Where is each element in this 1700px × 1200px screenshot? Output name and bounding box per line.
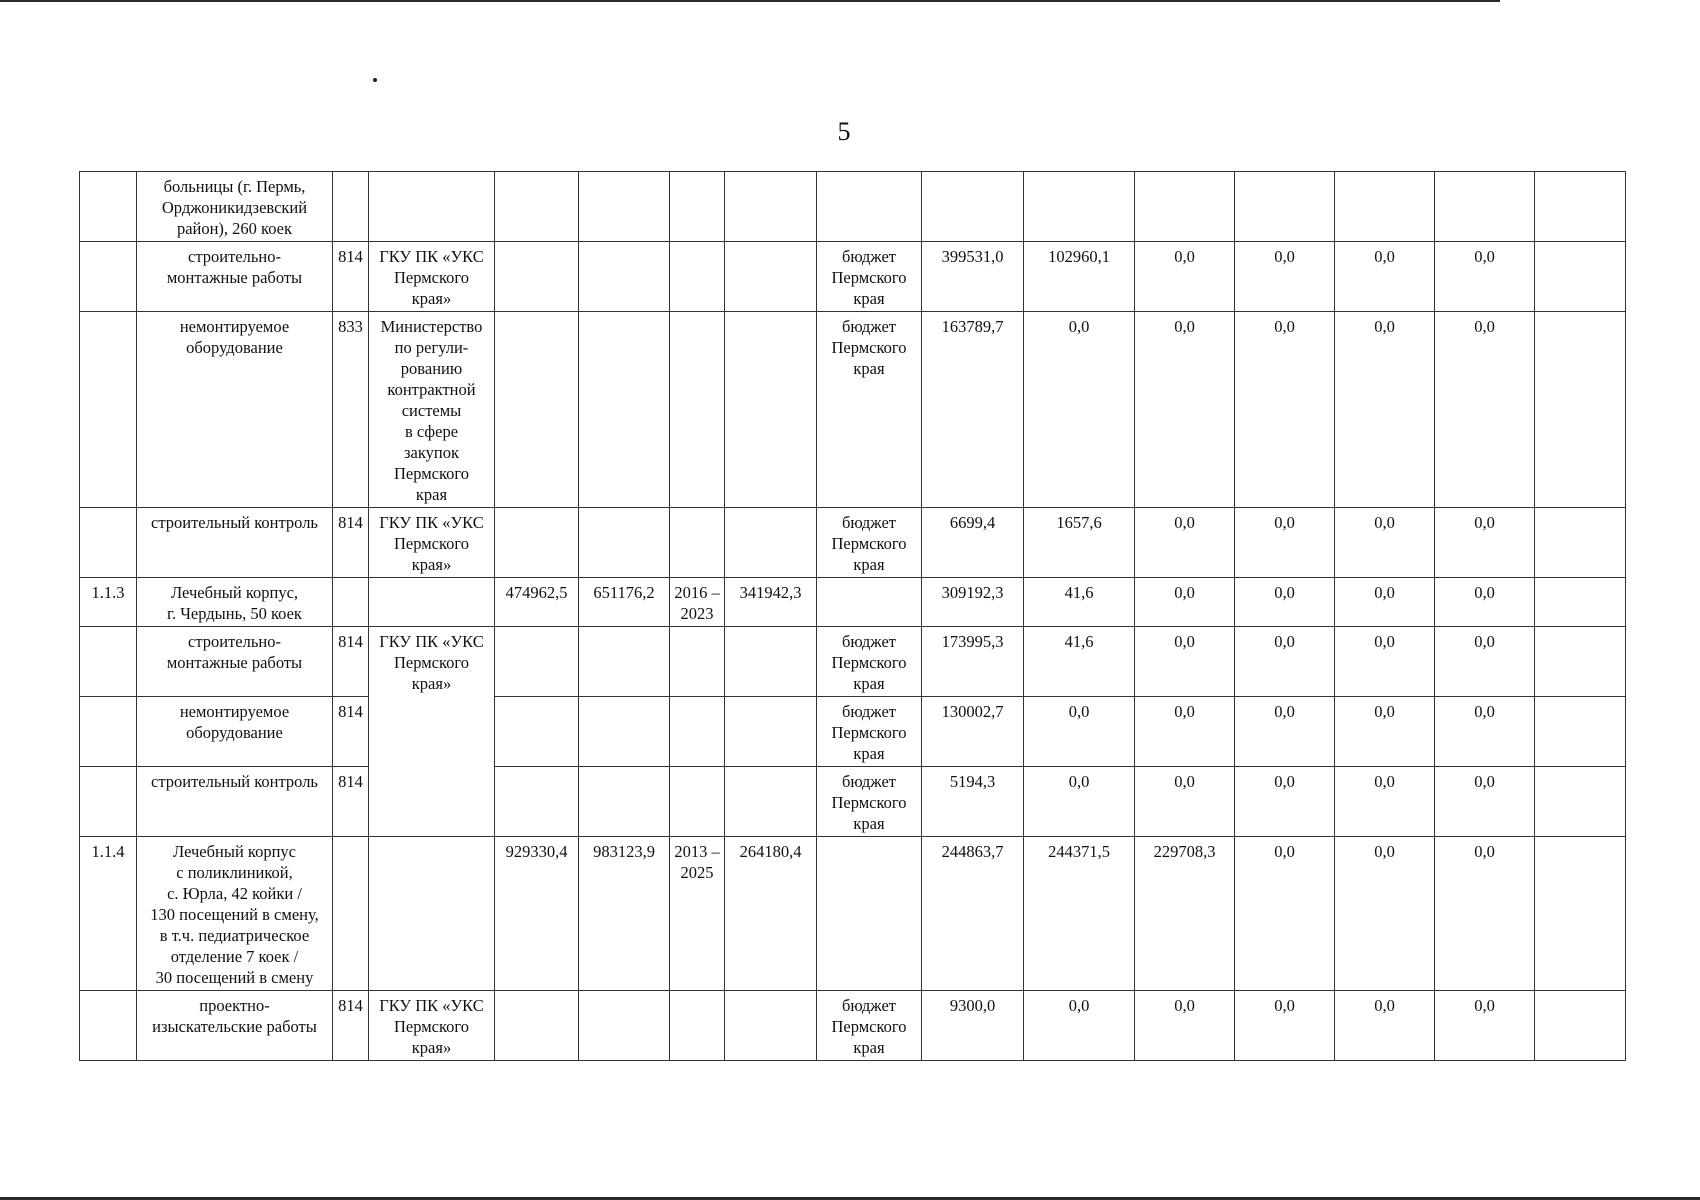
cell-year-4: 0,0 xyxy=(1235,242,1335,312)
cell-cost-3 xyxy=(725,991,817,1061)
cell-period xyxy=(670,508,725,578)
cell-year-4 xyxy=(1235,172,1335,242)
cell-period xyxy=(670,172,725,242)
cell-year-2: 41,6 xyxy=(1024,627,1135,697)
cell-no xyxy=(80,991,137,1061)
cell-no: 1.1.3 xyxy=(80,578,137,627)
cell-code: 814 xyxy=(333,697,369,767)
cell-year-2: 244371,5 xyxy=(1024,837,1135,991)
cell-year-5: 0,0 xyxy=(1335,767,1435,837)
cell-org: ГКУ ПК «УКС Пермского края» xyxy=(369,627,495,837)
cell-name: немонтируемое оборудование xyxy=(137,697,333,767)
cell-year-5: 0,0 xyxy=(1335,578,1435,627)
cell-year-6: 0,0 xyxy=(1435,627,1535,697)
cell-cost-2 xyxy=(579,242,670,312)
cell-year-1: 9300,0 xyxy=(922,991,1024,1061)
cell-year-5 xyxy=(1335,172,1435,242)
cell-year-2: 1657,6 xyxy=(1024,508,1135,578)
scan-edge-top xyxy=(0,0,1500,2)
cell-year-1: 399531,0 xyxy=(922,242,1024,312)
cell-year-6: 0,0 xyxy=(1435,508,1535,578)
cell-extra xyxy=(1535,991,1626,1061)
cell-code xyxy=(333,578,369,627)
cell-org: Министерство по регули- рованию контрактной системы в сфере закупок Пермского края xyxy=(369,312,495,508)
cell-year-4: 0,0 xyxy=(1235,767,1335,837)
cell-period xyxy=(670,991,725,1061)
cell-cost-2 xyxy=(579,627,670,697)
cell-no xyxy=(80,508,137,578)
cell-extra xyxy=(1535,172,1626,242)
cell-code: 814 xyxy=(333,508,369,578)
table-row xyxy=(80,578,1626,627)
cell-name: Лечебный корпус с поликлиникой, с. Юрла, 42 койки / 130 посещений в смену, в т.ч. педиатрическое отделение 7 коек / 30 посещений в смену xyxy=(137,837,333,991)
cell-cost-1 xyxy=(495,767,579,837)
cell-name: больницы (г. Пермь, Орджоникидзевский район), 260 коек xyxy=(137,172,333,242)
cell-year-5: 0,0 xyxy=(1335,627,1435,697)
cell-year-3 xyxy=(1135,172,1235,242)
cell-cost-1 xyxy=(495,172,579,242)
cell-source: бюджет Пермского края xyxy=(817,697,922,767)
cell-cost-3 xyxy=(725,697,817,767)
cell-year-2: 0,0 xyxy=(1024,312,1135,508)
cell-year-5: 0,0 xyxy=(1335,508,1435,578)
cell-year-1: 6699,4 xyxy=(922,508,1024,578)
cell-cost-3 xyxy=(725,172,817,242)
cell-source xyxy=(817,837,922,991)
cell-org xyxy=(369,578,495,627)
cell-name: Лечебный корпус, г. Чердынь, 50 коек xyxy=(137,578,333,627)
cell-name: строительный контроль xyxy=(137,508,333,578)
cell-year-6: 0,0 xyxy=(1435,991,1535,1061)
cell-year-2 xyxy=(1024,172,1135,242)
cell-extra xyxy=(1535,312,1626,508)
cell-cost-3 xyxy=(725,767,817,837)
cell-cost-1 xyxy=(495,627,579,697)
cell-extra xyxy=(1535,578,1626,627)
cell-year-6: 0,0 xyxy=(1435,312,1535,508)
cell-cost-1: 929330,4 xyxy=(495,837,579,991)
cell-source: бюджет Пермского края xyxy=(817,627,922,697)
table-row xyxy=(80,172,1626,242)
scan-speck xyxy=(373,78,377,82)
cell-year-2: 41,6 xyxy=(1024,578,1135,627)
cell-year-6: 0,0 xyxy=(1435,242,1535,312)
cell-cost-1 xyxy=(495,697,579,767)
cell-code: 814 xyxy=(333,991,369,1061)
cell-year-1: 130002,7 xyxy=(922,697,1024,767)
budget-table xyxy=(79,171,1626,1061)
cell-cost-1 xyxy=(495,508,579,578)
cell-year-6: 0,0 xyxy=(1435,767,1535,837)
cell-source: бюджет Пермского края xyxy=(817,767,922,837)
table-row xyxy=(80,991,1626,1061)
cell-year-3: 229708,3 xyxy=(1135,837,1235,991)
cell-org: ГКУ ПК «УКС Пермского края» xyxy=(369,508,495,578)
cell-cost-1 xyxy=(495,991,579,1061)
cell-year-6: 0,0 xyxy=(1435,697,1535,767)
cell-year-3: 0,0 xyxy=(1135,627,1235,697)
cell-year-6 xyxy=(1435,172,1535,242)
cell-cost-3: 341942,3 xyxy=(725,578,817,627)
cell-year-3: 0,0 xyxy=(1135,767,1235,837)
cell-year-1: 5194,3 xyxy=(922,767,1024,837)
cell-year-4: 0,0 xyxy=(1235,697,1335,767)
cell-no: 1.1.4 xyxy=(80,837,137,991)
cell-year-3: 0,0 xyxy=(1135,697,1235,767)
cell-no xyxy=(80,312,137,508)
cell-org xyxy=(369,172,495,242)
cell-period xyxy=(670,767,725,837)
cell-cost-2 xyxy=(579,172,670,242)
cell-cost-3: 264180,4 xyxy=(725,837,817,991)
cell-no xyxy=(80,172,137,242)
cell-year-2: 102960,1 xyxy=(1024,242,1135,312)
cell-year-4: 0,0 xyxy=(1235,991,1335,1061)
cell-year-6: 0,0 xyxy=(1435,837,1535,991)
cell-period: 2013 – 2025 xyxy=(670,837,725,991)
cell-year-1 xyxy=(922,172,1024,242)
cell-period xyxy=(670,627,725,697)
cell-org: ГКУ ПК «УКС Пермского края» xyxy=(369,242,495,312)
cell-source xyxy=(817,172,922,242)
cell-period xyxy=(670,697,725,767)
cell-source: бюджет Пермского края xyxy=(817,242,922,312)
cell-year-1: 244863,7 xyxy=(922,837,1024,991)
cell-source: бюджет Пермского края xyxy=(817,508,922,578)
table-row xyxy=(80,242,1626,312)
cell-year-6: 0,0 xyxy=(1435,578,1535,627)
cell-year-5: 0,0 xyxy=(1335,242,1435,312)
cell-year-1: 163789,7 xyxy=(922,312,1024,508)
cell-cost-3 xyxy=(725,312,817,508)
cell-cost-3 xyxy=(725,508,817,578)
cell-cost-2 xyxy=(579,767,670,837)
cell-code xyxy=(333,172,369,242)
cell-extra xyxy=(1535,837,1626,991)
cell-year-2: 0,0 xyxy=(1024,697,1135,767)
cell-name: немонтируемое оборудование xyxy=(137,312,333,508)
cell-cost-1: 474962,5 xyxy=(495,578,579,627)
cell-no xyxy=(80,627,137,697)
cell-cost-1 xyxy=(495,312,579,508)
cell-cost-3 xyxy=(725,627,817,697)
cell-period xyxy=(670,242,725,312)
cell-year-4: 0,0 xyxy=(1235,508,1335,578)
cell-cost-2 xyxy=(579,508,670,578)
cell-code xyxy=(333,837,369,991)
cell-org: ГКУ ПК «УКС Пермского края» xyxy=(369,991,495,1061)
cell-extra xyxy=(1535,627,1626,697)
cell-code: 814 xyxy=(333,767,369,837)
cell-cost-2: 651176,2 xyxy=(579,578,670,627)
cell-year-5: 0,0 xyxy=(1335,697,1435,767)
cell-year-3: 0,0 xyxy=(1135,991,1235,1061)
cell-year-3: 0,0 xyxy=(1135,578,1235,627)
page-number: 5 xyxy=(837,117,851,146)
cell-cost-2: 983123,9 xyxy=(579,837,670,991)
cell-year-5: 0,0 xyxy=(1335,837,1435,991)
cell-year-3: 0,0 xyxy=(1135,242,1235,312)
cell-extra xyxy=(1535,767,1626,837)
cell-no xyxy=(80,697,137,767)
cell-period xyxy=(670,312,725,508)
cell-no xyxy=(80,767,137,837)
cell-no xyxy=(80,242,137,312)
cell-year-2: 0,0 xyxy=(1024,991,1135,1061)
cell-extra xyxy=(1535,508,1626,578)
table-row xyxy=(80,508,1626,578)
cell-year-4: 0,0 xyxy=(1235,627,1335,697)
cell-year-4: 0,0 xyxy=(1235,312,1335,508)
cell-year-1: 173995,3 xyxy=(922,627,1024,697)
cell-year-5: 0,0 xyxy=(1335,991,1435,1061)
cell-source: бюджет Пермского края xyxy=(817,312,922,508)
cell-year-4: 0,0 xyxy=(1235,837,1335,991)
cell-name: строительный контроль xyxy=(137,767,333,837)
table-row xyxy=(80,837,1626,991)
table-row xyxy=(80,627,1626,697)
cell-source xyxy=(817,578,922,627)
cell-extra xyxy=(1535,242,1626,312)
cell-period: 2016 – 2023 xyxy=(670,578,725,627)
cell-source: бюджет Пермского края xyxy=(817,991,922,1061)
cell-code: 814 xyxy=(333,242,369,312)
cell-cost-1 xyxy=(495,242,579,312)
cell-year-3: 0,0 xyxy=(1135,508,1235,578)
cell-year-1: 309192,3 xyxy=(922,578,1024,627)
cell-name: строительно- монтажные работы xyxy=(137,242,333,312)
cell-extra xyxy=(1535,697,1626,767)
cell-year-2: 0,0 xyxy=(1024,767,1135,837)
cell-name: проектно- изыскательские работы xyxy=(137,991,333,1061)
cell-cost-3 xyxy=(725,242,817,312)
cell-cost-2 xyxy=(579,991,670,1061)
cell-year-5: 0,0 xyxy=(1335,312,1435,508)
cell-cost-2 xyxy=(579,697,670,767)
table-row xyxy=(80,312,1626,508)
cell-year-4: 0,0 xyxy=(1235,578,1335,627)
cell-year-3: 0,0 xyxy=(1135,312,1235,508)
cell-code: 833 xyxy=(333,312,369,508)
cell-org xyxy=(369,837,495,991)
cell-cost-2 xyxy=(579,312,670,508)
cell-code: 814 xyxy=(333,627,369,697)
table-row xyxy=(80,767,1626,837)
cell-name: строительно- монтажные работы xyxy=(137,627,333,697)
table-row xyxy=(80,697,1626,767)
